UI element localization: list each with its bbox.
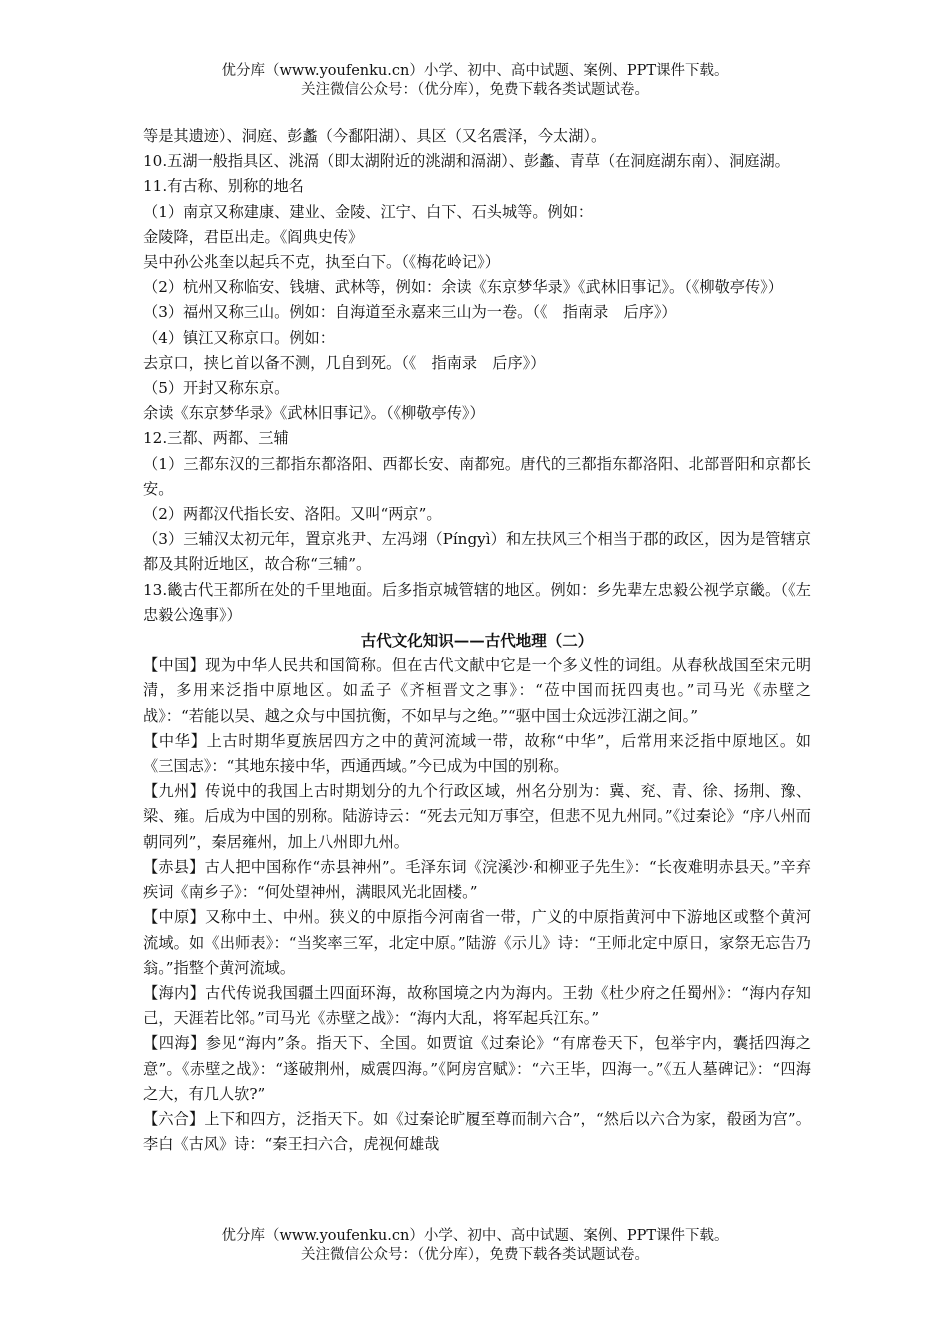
paragraph: 13.畿古代王都所在处的千里地面。后多指京城管辖的地区。例如：乡先辈左忠毅公视学京畿。（《左忠毅公逸事》） — [143, 580, 811, 624]
paragraph: 12.三都、两都、三辅 — [143, 429, 289, 448]
paragraph: 金陵降，君臣出走。《阎典史传》 — [143, 227, 364, 246]
footer-line-1: 优分库（www.youfenku.cn）小学、初中、高中试题、案例、PPT课件下载。 — [221, 1228, 729, 1244]
footer-line-2: 关注微信公众号：（优分库），免费下载各类试题试卷。 — [301, 1247, 649, 1263]
document-body — [143, 124, 811, 1157]
paragraph: 余读《东京梦华录》《武林旧事记》。（《柳敬亭传》） — [143, 404, 485, 423]
entry-zhonghua: 【中华】上古时期华夏族居四方之中的黄河流域一带，故称“中华”，后常用来泛指中原地区。如《三国志》：“其地东接中华，西通西域。”今已成为中国的别称。 — [143, 731, 811, 776]
entry-jiuzhou: 【九州】传说中的我国上古时期划分的九个行政区域，州名分别为：冀、兖、青、徐、扬荆、豫、梁、雍。后成为中国的别称。陆游诗云：“死去元知万事空，但悲不见九州同。”《过秦论》“序八州而朝同列”，秦居雍州，加上八州即九州。 — [143, 782, 811, 851]
entry-liuhe: 【六合】上下和四方，泛指天下。如《过秦论旷履至尊而制六合”，“然后以六合为家，殽函为宫”。李白《古风》诗：“秦王扫六合，虎视何雄哉 — [143, 1109, 811, 1154]
entry-hainei: 【海内】古代传说我国疆土四面环海，故称国境之内为海内。王勃《杜少府之任蜀州》：“海内存知己，天涯若比邻。”司马光《赤壁之战》：“海内大乱，将军起兵江东。” — [143, 983, 811, 1028]
section-title: 古代文化知识——古代地理（二） — [360, 631, 594, 651]
paragraph: （4）镇江又称京口。例如： — [143, 328, 335, 347]
paragraph: （3）三辅汉太初元年，置京兆尹、左冯翊（Píngyì）和左扶风三个相当于郡的政区，因为是管辖京都及其附近地区，故合称“三辅”。 — [143, 530, 811, 574]
header-line-2: 关注微信公众号：（优分库），免费下载各类试题试卷。 — [301, 82, 649, 98]
paragraph: （2）杭州又称临安、钱塘、武林等，例如：余读《东京梦华录》《武林旧事记》。（《柳敬亭传》） — [143, 278, 783, 297]
paragraph: （5）开封又称东京。 — [143, 379, 290, 398]
paragraph: （3）福州又称三山。例如：自海道至永嘉来三山为一卷。（《 指南录 后序》） — [143, 303, 677, 322]
paragraph: 等是其遗迹）、洞庭、彭蠡（今鄱阳湖）、具区（又名震泽，今太湖）。 — [143, 127, 607, 145]
paragraph: 去京口，挟匕首以备不测，几自到死。（《 指南录 后序》） — [143, 353, 546, 372]
paragraph: 10.五湖一般指具区、洮滆（即太湖附近的洮湖和滆湖）、彭蠡、青草（在洞庭湖东南）、洞庭湖。 — [143, 152, 790, 171]
paragraph: 11.有古称、别称的地名 — [143, 177, 304, 196]
paragraph: （1）三都东汉的三都指东都洛阳、西都长安、南都宛。唐代的三都指东都洛阳、北部晋阳和京都长安。 — [143, 454, 811, 498]
entry-chixian: 【赤县】古人把中国称作“赤县神州”。毛泽东词《浣溪沙·和柳亚子先生》：“长夜难明赤县天。”辛弃疾词《南乡子》：“何处望神州，满眼风光北固楼。” — [143, 857, 811, 902]
paragraph: 吴中孙公兆奎以起兵不克，执至白下。（《梅花岭记》） — [143, 253, 500, 272]
header-line-1: 优分库（www.youfenku.cn）小学、初中、高中试题、案例、PPT课件下载。 — [221, 63, 729, 79]
entry-sihai: 【四海】参见“海内”条。指天下、全国。如贾谊《过秦论》“有席卷天下，包举宇内，囊括四海之意”。《赤壁之战》：“遂破荆州，威震四海。”《阿房宫赋》：“六王毕，四海一。”《五人墓碑记》：“四海之大，有几人欤?” — [143, 1034, 811, 1103]
paragraph: （2）两都汉代指长安、洛阳。又叫“两京”。 — [143, 505, 442, 524]
page-footer — [0, 1227, 950, 1265]
paragraph: （1）南京又称建康、建业、金陵、江宁、白下、石头城等。例如： — [143, 202, 594, 221]
entry-zhongguo: 【中国】现为中华人民共和国简称。但在古代文献中它是一个多义性的词组。从春秋战国至宋元明清，多用来泛指中原地区。如孟子《齐桓晋文之事》：“莅中国而抚四夷也。”司马光《赤壁之战》：“若能以吴、越之众与中国抗衡，不如早与之绝。”“驱中国士众远涉江湖之间。” — [143, 656, 811, 725]
page-header — [0, 62, 950, 100]
entry-zhongyuan: 【中原】又称中土、中州。狭义的中原指今河南省一带，广义的中原指黄河中下游地区或整个黄河流域。如《出师表》：“当奖率三军，北定中原。”陆游《示儿》诗：“王师北定中原日，家祭无忘告乃翁。”指整个黄河流域。 — [143, 908, 811, 977]
